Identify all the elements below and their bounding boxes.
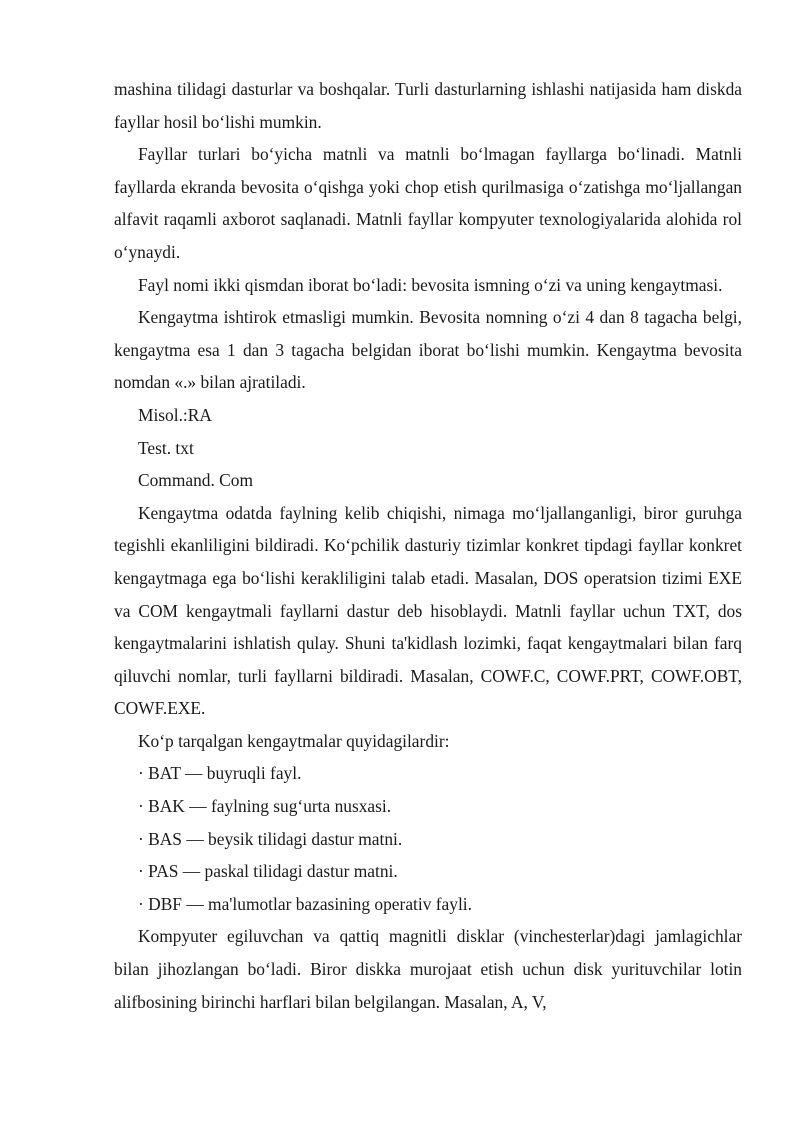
list-intro: Ko‘p tarqalgan kengaytmalar quyidagilardir: xyxy=(138,730,450,751)
list-item: · BAK — faylning sug‘urta nusxasi. xyxy=(138,796,392,817)
paragraph: Fayllar turlari bo‘yicha matnli va matnli bo‘lmagan fayllarga bo‘linadi. Matnli fayllarda ekranda bevosita o‘qishga yoki chop etish qurilmasiga o‘zatishga mo‘ljallangan alfavit raqamli axborot saqlanadi. Matnli fayllar kompyuter texnologiyalarida alohida rol o‘ynaydi. xyxy=(114,144,742,262)
example-line: Test. txt xyxy=(138,437,194,458)
example-line: Misol.:RA xyxy=(138,404,212,425)
list-item: · BAT — buyruqli fayl. xyxy=(138,763,302,784)
paragraph: Kengaytma ishtirok etmasligi mumkin. Bevosita nomning o‘zi 4 dan 8 tagacha belgi, kengaytma esa 1 dan 3 tagacha belgidan iborat bo‘lishi mumkin. Kengaytma bevosita nomdan «.» bilan ajratiladi. xyxy=(114,307,742,393)
paragraph: Kompyuter egiluvchan va qattiq magnitli disklar (vinchesterlar)dagi jamlagichlar bilan jihozlangan bo‘ladi. Biror diskka murojaat etish uchun disk yurituvchilar lotin alifbosining birinchi harflari bilan belgilangan. Masalan, A, V, xyxy=(114,926,742,1012)
list-item: · DBF — ma'lumotlar bazasining operativ fayli. xyxy=(138,893,472,914)
paragraph: mashina tilidagi dasturlar va boshqalar. Turli dasturlarning ishlashi natijasida ham diskda fayllar hosil bo‘lishi mumkin. xyxy=(114,79,742,132)
document-page xyxy=(114,73,742,1018)
paragraph: Fayl nomi ikki qismdan iborat bo‘ladi: bevosita ismning o‘zi va uning kengaytmasi. xyxy=(138,274,723,295)
example-line: Command. Com xyxy=(138,470,253,491)
list-item: · BAS — beysik tilidagi dastur matni. xyxy=(138,828,403,849)
paragraph: Kengaytma odatda faylning kelib chiqishi, nimaga mo‘ljallanganligi, biror guruhga tegishli ekanliligini bildiradi. Ko‘pchilik dasturiy tizimlar konkret tipdagi fayllar konkret kengaytmaga ega bo‘lishi kerakliligini talab etadi. Masalan, DOS operatsion tizimi EXE va COM kengaytmali fayllarni dastur deb hisoblaydi. Matnli fayllar uchun TXT, dos kengaytmalarini ishlatish qulay. Shuni ta'kidlash lozimki, faqat kengaytmalari bilan farq qiluvchi nomlar, turli fayllarni bildiradi. Masalan, COWF.C, COWF.PRT, COWF.OBT, COWF.EXE. xyxy=(114,502,742,719)
list-item: · PAS — paskal tilidagi dastur matni. xyxy=(138,861,398,882)
